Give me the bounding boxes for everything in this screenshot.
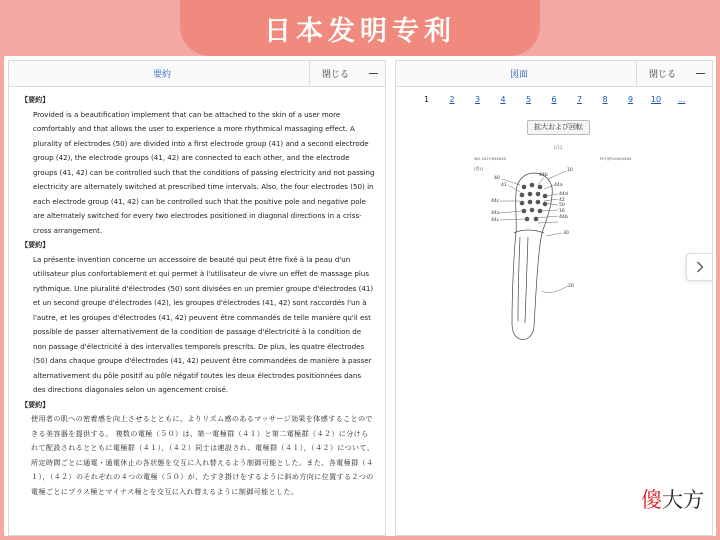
device-outline — [512, 173, 552, 340]
patent-drawing — [458, 141, 658, 381]
page-link[interactable]: 8 — [602, 95, 608, 104]
minus-icon — [696, 73, 705, 74]
brand-char: 傻 — [641, 488, 662, 512]
zoom-rotate-button[interactable]: 拡大および回転 — [527, 120, 590, 135]
abstract-panel-header — [9, 61, 385, 87]
drawing-page-mark: 1/12 — [553, 145, 563, 150]
drawing-header-left: WO 2017/094XXX — [474, 157, 507, 161]
page-link[interactable]: 7 — [576, 95, 583, 104]
drawing-pager — [396, 95, 712, 104]
abstract-heading-fr: 【要約】 — [21, 240, 50, 249]
drawings-minimize-button[interactable] — [688, 61, 712, 86]
drawing-header-right: PCT/JP2016/XXXX — [600, 157, 632, 161]
ref-label: 30 — [563, 231, 569, 236]
page-link[interactable]: 10 — [650, 95, 662, 104]
ref-label: 41 — [501, 183, 507, 188]
banner-title: 日本发明专利 — [264, 15, 456, 47]
page-link[interactable]: 4 — [500, 95, 506, 104]
ref-label: 44a — [491, 211, 500, 216]
ref-label: 50 — [559, 203, 565, 208]
ref-label: 44b — [559, 215, 568, 220]
drawing-figure-label: [図1] — [474, 166, 484, 171]
page-link-more[interactable]: ... — [677, 95, 686, 104]
ref-label: 44c — [491, 199, 500, 204]
page-link[interactable]: 1 — [423, 95, 430, 104]
page-link[interactable]: 5 — [525, 95, 532, 104]
abstract-heading-en: 【要約】 — [21, 95, 50, 104]
brand-rest: 大方 — [662, 488, 704, 512]
ref-label: 10 — [567, 168, 573, 173]
brand-watermark — [641, 484, 704, 514]
abstract-panel-title: 要約 — [152, 70, 171, 80]
ref-label: 20 — [568, 284, 574, 289]
next-drawing-button[interactable] — [686, 253, 712, 281]
page-link[interactable]: 6 — [551, 95, 557, 104]
abstract-content — [9, 87, 385, 499]
abstract-close-button[interactable]: 閉じる — [321, 70, 349, 80]
chevron-right-icon — [696, 261, 704, 273]
electrode-array — [520, 183, 548, 222]
page-link[interactable]: 9 — [627, 95, 634, 104]
abstract-heading-ja: 【要約】 — [21, 399, 50, 409]
ref-label: 16 — [559, 209, 565, 214]
ref-label: 42 — [559, 198, 565, 203]
abstract-panel — [8, 60, 386, 536]
abstract-minimize-button[interactable] — [361, 61, 385, 86]
page-link[interactable]: 3 — [474, 95, 481, 104]
drawings-panel-header — [396, 61, 712, 87]
ref-label: 44d — [559, 192, 568, 197]
drawings-panel-actions — [636, 61, 712, 86]
ref-label: 44a — [554, 183, 563, 188]
page-link[interactable]: 2 — [449, 95, 455, 104]
viewer-canvas — [4, 56, 716, 536]
abstract-panel-actions — [309, 61, 385, 86]
ref-label: 44b — [539, 173, 548, 178]
abstract-text-en: Provided is a beautification implement that can be attached to the skin of a user more comfortably and that allows the user to experience a more rhythmical massaging effect. A plurality of electrodes (50) are divided into a first electrode group (41) and a second electrode group (42), the electrode groups (41, 42) are connected to each other, and the electrode groups (41, 42) can be controlled such that the conditions of passing electricity and not passing electricity are alternately switched at prescribed time intervals. Also, the four electrodes (50) in each electrode group (41, 42) can be controlled such that the positive pole and negative pole are alternately switched for every two electrodes positioned in diagonal directions in a criss-cross arrangement. — [33, 109, 375, 235]
abstract-text-ja: 使用者の肌への密着感を向上させるとともに、よりリズム感のあるマッサージ効果を体感することのできる美容器を提供する。 複数の電極（５０）は、第一電極群（４１）と第二電極群（４２）に分けられて配設されるとともに電極群（４１），（４２）同士は連設され、電極群（４１），（４２）について、所定時間ごとに通電・通電休止の各状態を交互に入れ替えるよう制御可能とした。また、各電極群（４１），（４２）のそれぞれの４つの電極（５０）が、たすき掛けをするように斜め方向に位置する２つの電極ごとにプラス極とマイナス極とを交互に入れ替えるように制御可能とした。 — [31, 414, 375, 496]
drawings-panel — [395, 60, 713, 536]
drawings-panel-title: 図面 — [509, 70, 528, 80]
ref-label: 40 — [494, 176, 500, 181]
drawings-close-button[interactable]: 閉じる — [648, 70, 676, 80]
banner — [180, 0, 540, 56]
minus-icon — [369, 73, 378, 74]
ref-label: 44c — [491, 218, 500, 223]
abstract-text-fr: La présente invention concerne un accessoire de beauté qui peut être fixé à la peau d'un utilisateur plus confortablement et qui permet à l'utilisateur de vivre un effet de massage plus rythmique. Une pluralité d'électrodes (50) sont divisées en un premier groupe d'électrodes (41) et un second groupe d'électrodes (42), les groupes d'électrodes (41, 42) sont raccordés l'un à l'autre, et les groupes d'électrodes (41, 42) peuvent être commandés de telle manière qu'il est possible de passer alternativement de la condition de passage d'électricité à la condition de non passage d'électricité à des intervalles temporels prescrits. De plus, les quatre électrodes (50) dans chaque groupe d'électrodes (41, 42) peuvent être commandées de manière à passer alternativement du pôle positif au pôle négatif toutes les deux électrodes positionnées dans des directions diagonales selon un agencement croisé. — [33, 254, 374, 394]
